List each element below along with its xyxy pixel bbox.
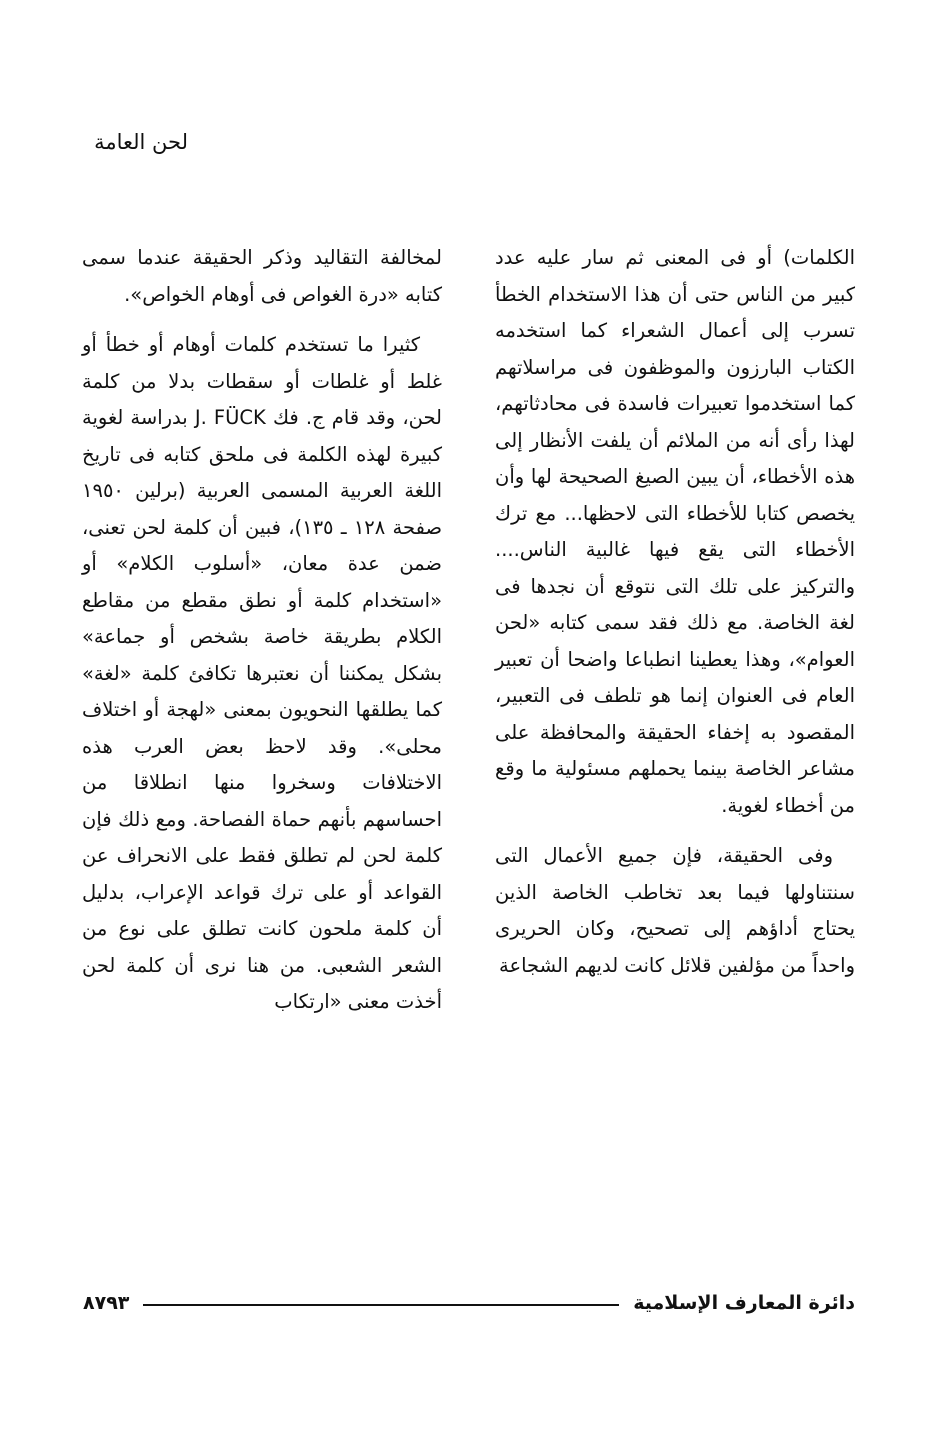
left-column-paragraph-2: كثيرا ما تستخدم كلمات أوهام أو خطأ أو غلط أو غلطات أو سقطات بدلا من كلمة لحن، وقد قام ج. فك J. FÜCK بدراسة لغوية كبيرة لهذه الكلمة فى ملحق كتابه فى تاريخ اللغة العربية المسمى العربية (برلين ١٩٥٠ صفحة ١٢٨ ـ ١٣٥)، فبين أن كلمة لحن تعنى، ضمن عدة معان، «أسلوب الكلام» أو «استخدام كلمة أو نطق مقطع من مقاطع الكلام بطريقة خاصة بشخص أو جماعة» بشكل يمكننا أن نعتبرها تكافئ كلمة «لغة» كما يطلقها النحويون بمعنى «لهجة أو اختلاف محلى». وقد لاحظ بعض العرب هذه الاختلافات وسخروا منها انطلاقا من احساسهم بأنهم حماة الفصاحة. ومع ذلك فإن كلمة لحن لم تطلق فقط على الانحراف عن القواعد أو على ترك قواعد الإعراب، بدليل أن كلمة ملحون كانت تطلق على نوع من الشعر الشعبى. من هنا نرى أن كلمة لحن أخذت معنى «ارتكاب [82, 333, 443, 1013]
publication-title: دائرة المعارف الإسلامية [633, 1292, 855, 1314]
footer-rule [143, 1304, 619, 1306]
right-column [495, 240, 855, 984]
right-column-paragraph-2: وفى الحقيقة، فإن جميع الأعمال التى سنتناولها فيما بعد تخاطب الخاصة الذين يحتاج أداؤهم إلى تصحيح، وكان الحريرى واحداً من مؤلفين قلائل كانت لديهم الشجاعة [495, 844, 855, 977]
page-number: ٨٧٩٣ [83, 1292, 130, 1314]
left-column-paragraph-1: لمخالفة التقاليد وذكر الحقيقة عندما سمى كتابه «درة الغواص فى أوهام الخواص». [82, 246, 442, 306]
left-column [82, 240, 442, 1021]
running-title: لحن العامة [94, 130, 188, 154]
right-column-paragraph-1: الكلمات) أو فى المعنى ثم سار عليه عدد كبير من الناس حتى أن هذا الاستخدام الخطأ تسرب إلى أعمال الشعراء كما استخدمه الكتاب البارزون والموظفون فى مراسلاتهم كما استخدموا تعبيرات فاسدة فى محادثاتهم، لهذا رأى أنه من الملائم أن يلفت الأنظار إلى هذه الأخطاء، أن يبين الصيغ الصحيحة لها وأن يخصص كتابا للأخطاء التى لاحظها... مع ترك الأخطاء التى يقع فيها غالبية الناس.... والتركيز على تلك التى نتوقع أن نجدها فى لغة الخاصة. مع ذلك فقد سمى كتابه «لحن العوام»، وهذا يعطينا انطباعا واضحا أن تعبير العام فى العنوان إنما هو تلطف فى التعبير، المقصود به إخفاء الحقيقة والمحافظة على مشاعر الخاصة بينما يحملهم مسئولية ما وقع من أخطاء لغوية. [495, 246, 855, 817]
page-footer [83, 1288, 855, 1318]
